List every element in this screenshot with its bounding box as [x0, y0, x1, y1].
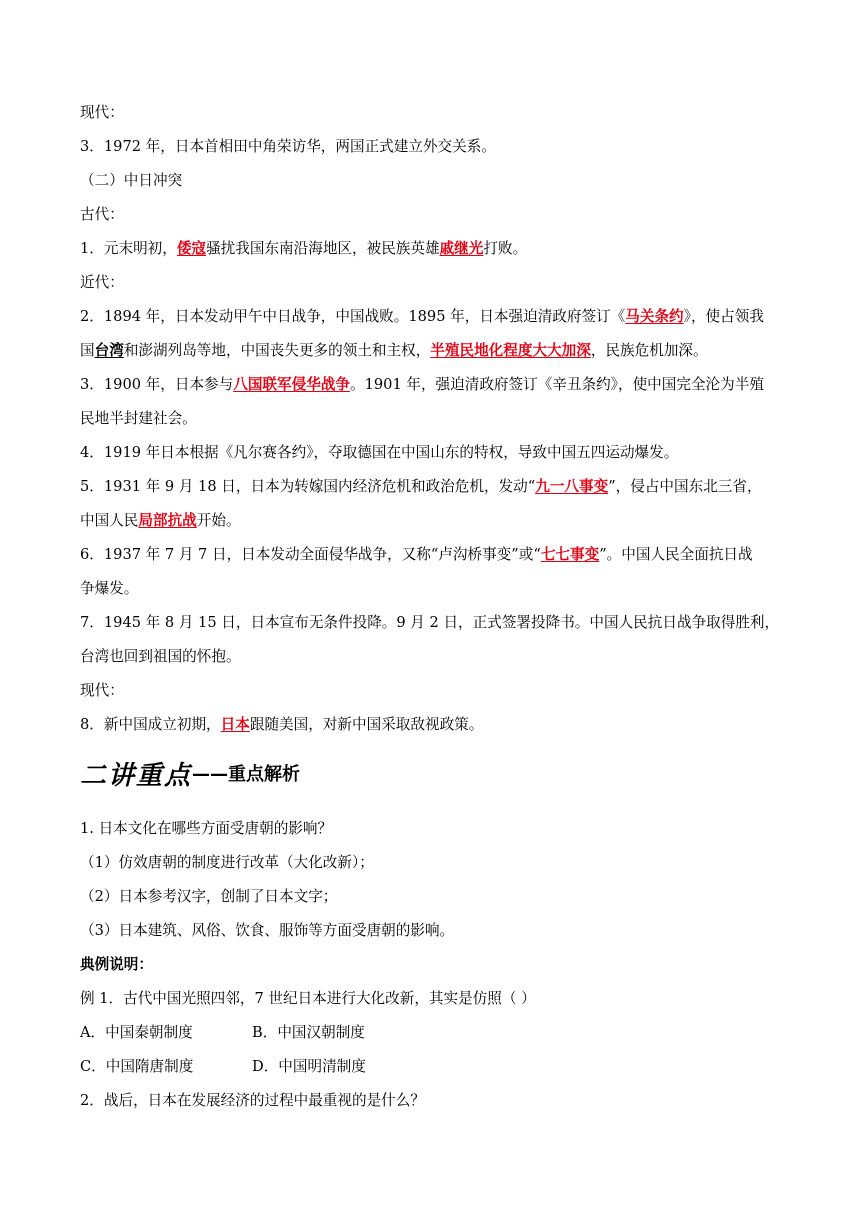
item-7-line1: 7．1945 年 8 月 15 日，日本宣布无条件投降。9 月 2 日，正式签署投降书。中国人民抗日战争取得胜利，	[80, 614, 780, 631]
answer-1c: （3）日本建筑、风俗、饮食、服饰等方面受唐朝的影响。	[80, 922, 455, 939]
example-1: 例 1．古代中国光照四邻，7 世纪日本进行大化改新，其实是仿照（ ）	[80, 990, 536, 1007]
question-1: 1. 日本文化在哪些方面受唐朝的影响？	[80, 820, 333, 837]
keyword-taiwan: 台湾	[94, 342, 124, 359]
item-5-line2: 中国人民局部抗战开始。	[80, 512, 241, 529]
item-3b-line2: 民地半封建社会。	[80, 410, 197, 427]
question-2: 2．战后，日本在发展经济的过程中最重视的是什么？	[80, 1092, 425, 1109]
item-5-line1: 5．1931 年 9 月 18 日，日本为转嫁国内经济危机和政治危机，发动“九一八事变”，侵占中国东北三省，	[80, 478, 762, 495]
option-a: A．中国秦朝制度	[80, 1024, 193, 1041]
options-row-1	[80, 1016, 780, 1050]
item-8: 8．新中国成立初期，日本跟随美国，对新中国采取敌视政策。	[80, 716, 484, 733]
option-b: B．中国汉朝制度	[252, 1024, 365, 1041]
keyword-918-incident: 九一八事变	[535, 478, 609, 495]
heading-sub: ——重点解析	[192, 764, 301, 785]
document-page	[80, 96, 780, 1118]
options-row-2	[80, 1050, 780, 1084]
answer-1b: （2）日本参考汉字，创制了日本文字；	[80, 888, 338, 905]
item-2-line1: 2．1894 年，日本发动甲午中日战争，中国战败。1895 年，日本强迫清政府签订《马关条约》，使占领我	[80, 308, 764, 325]
keyword-qi-jiguang: 戚继光	[439, 240, 484, 257]
example-title: 典例说明：	[80, 956, 153, 973]
keyword-wokou: 倭寇	[176, 240, 207, 257]
item-3-diplomacy: 3．1972 年，日本首相田中角荣访华，两国正式建立外交关系。	[80, 138, 496, 155]
period-modern-2: 现代：	[80, 682, 124, 699]
keyword-local-resistance: 局部抗战	[138, 512, 197, 529]
period-modern: 现代：	[80, 104, 124, 121]
option-d: D．中国明清制度	[252, 1058, 366, 1075]
keyword-77-incident: 七七事变	[540, 546, 600, 563]
item-6-line1: 6．1937 年 7 月 7 日，日本发动全面侵华战争，又称“卢沟桥事变”或“七七事变”。中国人民全面抗日战	[80, 546, 753, 563]
option-c: C．中国隋唐制度	[80, 1058, 194, 1075]
item-1: 1．元末明初，倭寇骚扰我国东南沿海地区，被民族英雄戚继光打败。	[80, 240, 528, 257]
section-conflict: （二）中日冲突	[80, 172, 183, 189]
keyword-eight-nation: 八国联军侵华战争	[233, 376, 350, 393]
item-4: 4．1919 年日本根据《凡尔赛各约》，夺取德国在中国山东的特权，导致中国五四运动爆发。	[80, 444, 679, 461]
item-3b-line1: 3．1900 年，日本参与八国联军侵华战争。1901 年，强迫清政府签订《辛丑条约》，使中国完全沦为半殖	[80, 376, 764, 393]
period-modern-history: 近代：	[80, 274, 124, 291]
item-2-line2: 国台湾和澎湖列岛等地，中国丧失更多的领土和主权，半殖民地化程度大大加深，民族危机加深。	[80, 342, 708, 359]
heading-main: 二讲重点	[80, 760, 193, 791]
item-7-line2: 台湾也回到祖国的怀抱。	[80, 648, 241, 665]
keyword-semi-colonial: 半殖民地化程度大大加深	[430, 342, 591, 359]
keyword-japan: 日本	[220, 716, 250, 733]
period-ancient: 古代：	[80, 206, 124, 223]
item-6-line2: 争爆发。	[80, 580, 139, 597]
answer-1a: （1）仿效唐朝的制度进行改革（大化改新）；	[80, 854, 374, 871]
section-heading	[80, 748, 780, 798]
keyword-treaty-shimonoseki: 马关条约	[625, 308, 684, 325]
